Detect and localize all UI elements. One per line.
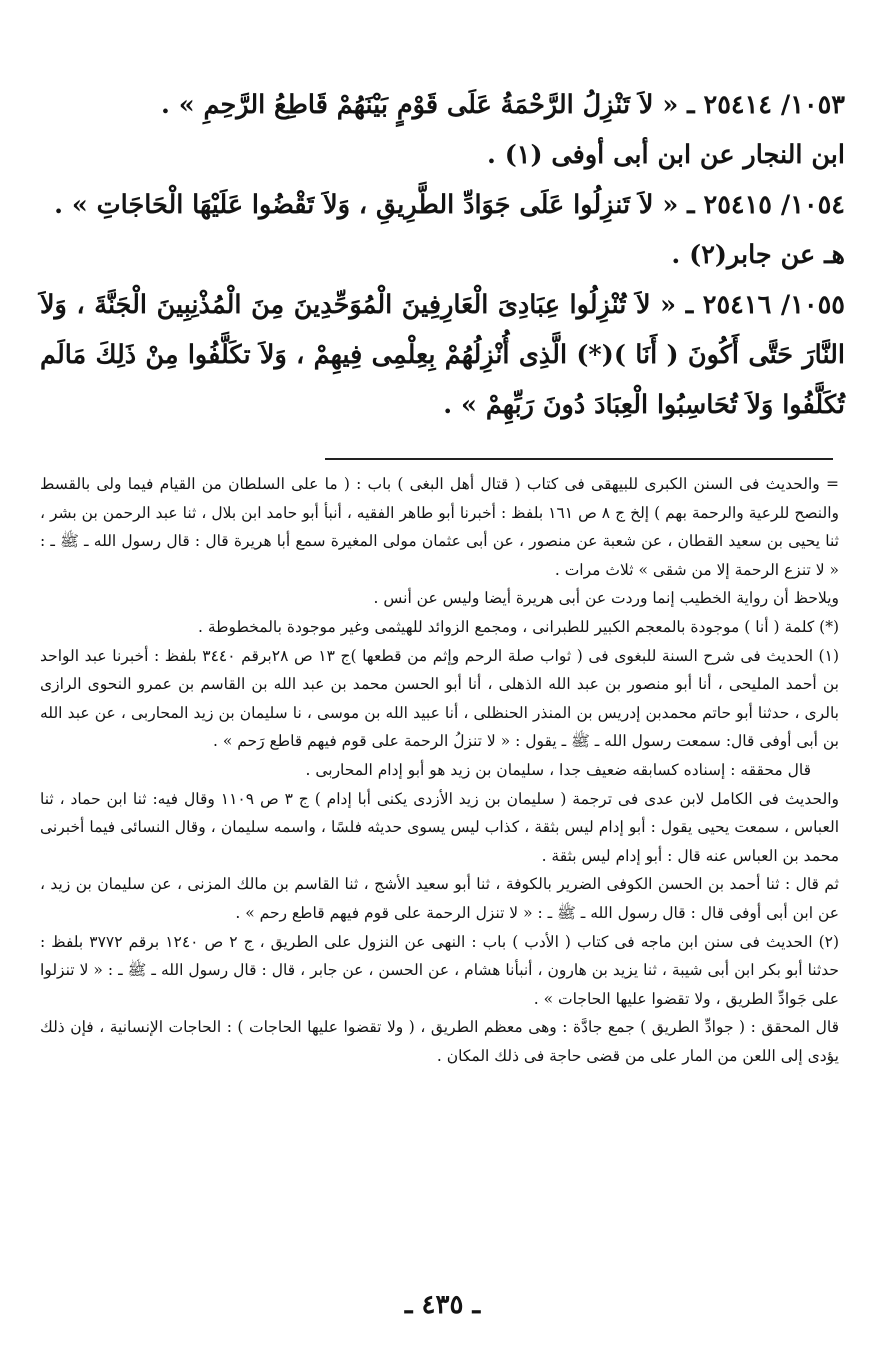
footnote-2: (٢) الحديث فى سنن ابن ماجه فى كتاب ( الأدب ) باب : النهى عن النزول على الطريق ، ج ٢ ص ١٢٤٠ برقم ٣٧٧٢ بلفظ : حدثنا أبو بكر ابن أبى شيبة ، ثنا يزيد بن هارون ، أنبأنا هشام ، عن الحسن ، عن جابر ، قال : قال رسول الله ـ ﷺ ـ : « لا تنزلوا على جَوادِّ الطريق ، ولا تقضوا عليها الحاجات » . [40,932,840,1008]
hadith-1053-source: ابن النجار عن ابن أبى أوفى (١) . [486,140,845,170]
hadith-main-text [40,80,845,430]
footnote-remark: ويلاحظ أن رواية الخطيب إنما وردت عن أبى هريرة أيضا وليس عن أنس . [373,589,839,608]
footnote-1-second-chain: ثم قال : ثنا أحمد بن الحسن الكوفى الضرير بالكوفة ، ثنا أبو سعيد الأشج ، ثنا القاسم بن مالك المزنى ، عن سليمان بن زيد ، عن ابن أبى أوفى قال : قال رسول الله ـ ﷺ ـ : « لا تنزل الرحمة على قوم فيهم قاطع رحم » . [40,875,839,922]
footnote-1: (١) الحديث فى شرح السنة للبغوى فى ( ثواب صلة الرحم وإثم من قطعها )ج ١٣ ص ٢٨برقم ٣٤٤٠ بلفظ : أخبرنا عبد الواحد بن أحمد المليحى ، أنا أبو منصور بن عبد الله الذهلى ، أنا أبو الحسن محمد بن عبد الله بن القاسم بن عمرو النحوى الرازى بالرى ، حدثنا أبو حاتم محمدبن إدريس بن المنذر الحنظلى ، أنا عبيد الله بن موسى ، نا سليمان بن زيد المحاربى ، عن عبد الله بن أبى أوفى قال: سمعت رسول الله ـ ﷺ ـ يقول : « لا تنزلُ الرحمة على قوم فيهم قاطع رَحم » . [40,646,839,751]
hadith-1054-source: هـ عن جابر(٢) . [671,240,845,270]
hadith-1054: ١٠٥٤/ ٢٥٤١٥ ـ « لاَ تَنزِلُوا عَلَى جَوَادِّ الطَّرِيقِ ، وَلاَ تَقْضُوا عَلَيْهَا الْحَاجَاتِ » . [54,190,845,220]
footnote-continuation: = والحديث فى السنن الكبرى للبيهقى فى كتاب ( قتال أهل البغى ) باب : ( ما على السلطان من القيام فيما ولى بالقسط والنصح للرعية والرحمة بهم ) إلخ ج ٨ ص ١٦١ بلفظ : أخبرنا أبو طاهر الفقيه ، أنبأ أبو حامد ابن بلال ، ثنا عبد الرحمن بن بشر ، ثنا يحيى بن سعيد القطان ، عن شعبة عن منصور ، عن أبى عثمان مولى المغيرة سمع أبا هريرة قال : قال رسول الله ـ ﷺ ـ : « لا تنزع الرحمة إلا من شقى » ثلاث مرات . [40,475,839,579]
hadith-1053: ١٠٥٣/ ٢٥٤١٤ ـ « لاَ تَنْزِلُ الرَّحْمَةُ عَلَى قَوْمٍ بَيْنَهُمْ قَاطِعُ الرَّحِمِ » . [160,90,845,120]
footnote-1-grading: قال محققه : إسناده كسابقه ضعيف جدا ، سليمان بن زيد هو أبو إدام المحاربى . [305,760,811,779]
footnote-divider [325,458,833,460]
footnotes [40,470,839,1070]
hadith-1055: ١٠٥٥/ ٢٥٤١٦ ـ « لاَ تُنْزِلُوا عِبَادِىَ الْعَارِفِينَ الْمُوَحِّدِينَ مِنَ الْمُذْنِبِينَ الْجَنَّةَ ، وَلاَ النَّارَ حَتَّى أَكُونَ ( أَنَا )(*) الَّذِى أُنْزِلُهُمْ بِعِلْمِى فِيهِمْ ، وَلاَ تكَلَّفُوا مِنْ ذَلِكَ مَالَم تُكَلَّفُوا وَلاَ تُحَاسِبُوا الْعِبَادَ دُونَ رَبِّهِمْ » . [40,290,845,420]
footnote-2-commentary: قال المحقق : ( جوادِّ الطريق ) جمع جادَّة : وهى معظم الطريق ، ( ولا تقضوا عليها الحاجات ) : الحاجات الإنسانية ، فإن ذلك يؤدى إلى اللعن من المار على من قضى حاجة فى ذلك المكان . [40,1018,839,1065]
footnote-asterisk: (*) كلمة ( أنا ) موجودة بالمعجم الكبير للطبرانى ، ومجمع الزوائد للهيثمى وغير موجودة بالمخطوطة . [198,617,839,636]
footnote-1-kamil: والحديث فى الكامل لابن عدى فى ترجمة ( سليمان بن زيد الأزدى يكنى أبا إدام ) ج ٣ ص ١١٠٩ وقال فيه: ثنا ابن حماد ، ثنا العباس ، سمعت يحيى يقول : أبو إدام ليس بثقة ، كذاب ليس يسوى حديثه فلسًا ، واسمه سليمان ، وقال النسائى فيما أخبرنى محمد بن العباس عنه قال : أبو إدام ليس بثقة . [40,789,840,865]
page-number: ـ ٤٣٥ ـ [404,1290,481,1320]
